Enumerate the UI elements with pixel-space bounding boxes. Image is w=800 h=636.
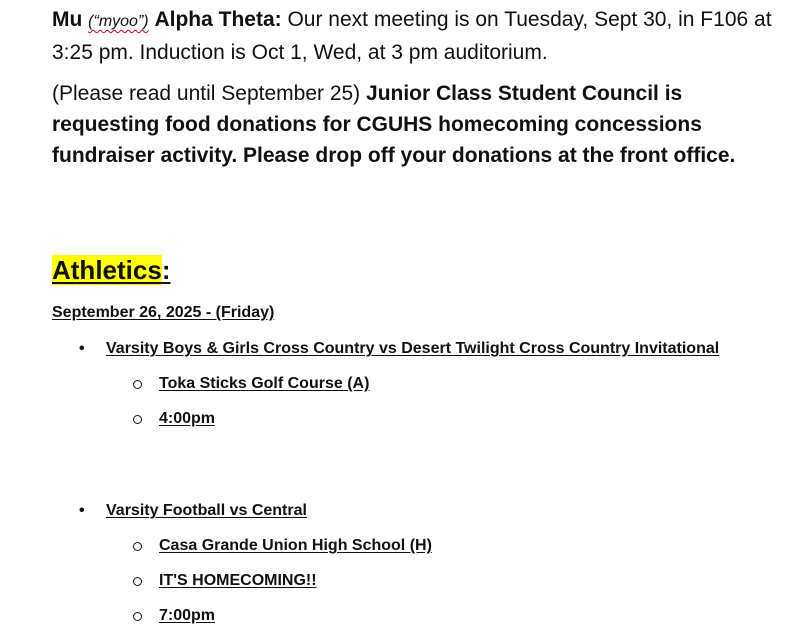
pronunciation-note: (“myoo”) — [88, 13, 149, 30]
event-location: Toka Sticks Golf Course (A) — [159, 375, 370, 392]
event-item — [52, 338, 772, 430]
athletics-heading-colon: : — [161, 255, 171, 285]
event-detail — [52, 570, 772, 592]
org-name-part2: Alpha Theta: — [154, 8, 282, 31]
event-date: September 26, 2025 - (Friday) — [52, 304, 275, 321]
event-detail — [52, 373, 772, 395]
circle-bullet-icon — [133, 415, 142, 424]
event-detail — [52, 605, 772, 627]
event-note: IT'S HOMECOMING!! — [159, 572, 317, 589]
donation-request-text: Junior Class Student Council is requesting food donations for CGUHS homecoming concessions fundraiser activity. Please drop off your donations at the front office. — [52, 82, 736, 167]
event-detail — [52, 408, 772, 430]
circle-bullet-icon — [133, 542, 142, 551]
event-location: Casa Grande Union High School (H) — [159, 537, 432, 554]
athletics-heading — [52, 252, 170, 288]
event-item — [52, 500, 772, 627]
circle-bullet-icon — [133, 380, 142, 389]
event-time: 4:00pm — [159, 410, 216, 427]
athletics-heading-text: Athletics — [52, 255, 162, 285]
event-title-text: Varsity Boys & Girls Cross Country vs Desert Twilight Cross Country Invitational — [106, 340, 720, 357]
org-name-part1: Mu — [52, 8, 83, 31]
read-until-note: (Please read until September 25) — [52, 82, 361, 105]
circle-bullet-icon — [133, 577, 142, 586]
student-council-announcement — [52, 78, 772, 171]
bullet-icon: • — [79, 502, 85, 519]
event-title — [52, 338, 772, 360]
circle-bullet-icon — [133, 612, 142, 621]
event-time: 7:00pm — [159, 607, 216, 624]
event-title-text: Varsity Football vs Central — [106, 502, 307, 519]
bullet-icon: • — [79, 340, 85, 357]
mu-alpha-theta-announcement — [52, 4, 772, 68]
event-detail — [52, 535, 772, 557]
announcement-text: Our next meeting is on Tuesday, Sept 30, in F106 at 3:25 pm. Induction is Oct 1, Wed, at 3 pm auditorium. — [52, 8, 772, 64]
event-title — [52, 500, 772, 522]
